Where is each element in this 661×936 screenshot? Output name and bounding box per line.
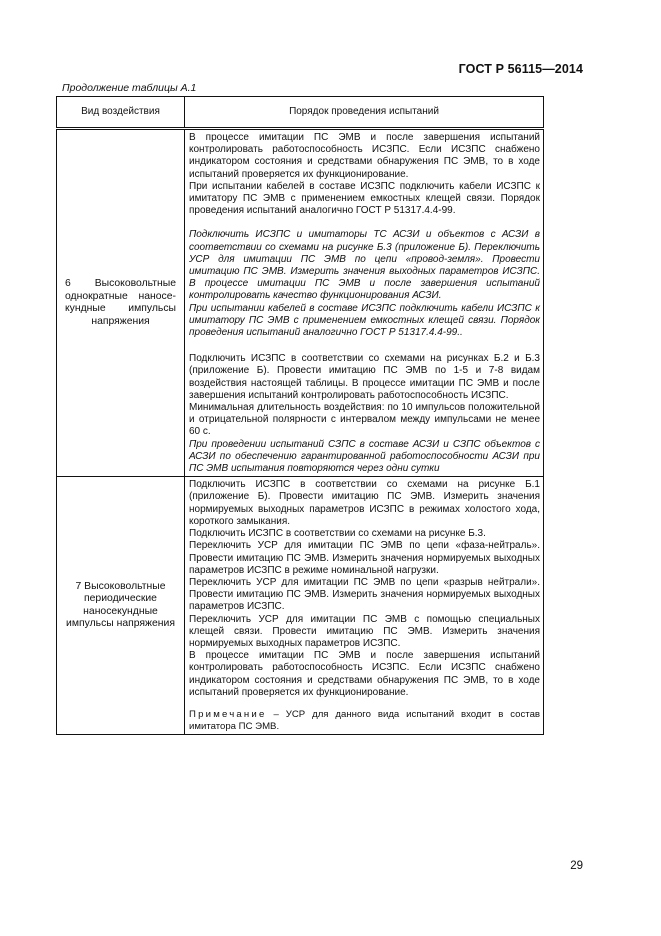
procedure-paragraph: При испытании кабелей в составе ИСЗПС подключить кабели ИСЗПС к имитатору ПС ЭМВ с применением емкостных клещей связи. Порядок проведения испытаний аналогично ГОСТ Р 51317.4.4-99.. [189,302,540,339]
procedure-paragraph: В процессе имитации ПС ЭМВ и после завершения испытаний контролировать работоспособность ИСЗПС. Если ИСЗПС снабжено индикатором состояния и средствами обнаружения ПС ЭМВ, то в ходе испытаний проверяется их функционирование. [189,132,540,180]
test-procedure-table [56,96,544,735]
table-caption: Продолжение таблицы А.1 [62,82,197,94]
note-label: Примечание [189,708,267,720]
table-row [57,477,544,735]
procedure-cell [185,477,544,735]
page-number: 29 [570,860,583,872]
table-row [57,129,544,477]
procedure-paragraph: Подключить ИСЗПС в соответствии со схемами на рисунке Б.1 (приложение Б). Провести имитацию ПС ЭМВ. Измерить значения нормируемых выходных параметров ИСЗПС в режимах холостого хода, короткого замыкания. [189,479,540,527]
standard-designation: ГОСТ Р 56115—2014 [458,62,583,76]
table-note [189,709,540,733]
impact-type-cell: 6 Высоковольтные однократные наносекундные импульсы напряжения [57,129,185,477]
procedure-paragraph: Переключить УСР для имитации ПС ЭМВ по цепи «фаза-нейтраль». Провести имитацию ПС ЭМВ. Измерить значения нормируемых выходных параметров ИСЗПС в режиме номинальной нагрузки. [189,540,540,576]
procedure-paragraph: Подключить ИСЗПС в соответствии со схемами на рисунках Б.2 и Б.3 (приложение Б). Провести имитацию ПС ЭМВ по 1-5 и 7-8 видам воздействия настоящей таблицы. В процессе имитации ПС ЭМВ и после завершения испытаний контролировать работоспособность ИСЗПС. [189,353,540,401]
procedure-paragraph: При испытании кабелей в составе ИСЗПС подключить кабели ИСЗПС к имитатору ПС ЭМВ с применением емкостных клещей связи. Порядок проведения испытаний аналогично ГОСТ Р 51317.4.4-99. [189,180,540,217]
procedure-paragraph: Подключить ИСЗПС и имитаторы ТС АСЗИ и объектов с АСЗИ в соответствии со схемами на рисунке Б.3 (приложение Б). Переключить УСР для имитации ПС ЭМВ по цепи «провод-земля». Провести имитацию ПС ЭМВ. Измерить значения выходных параметров ИСЗПС. В процессе имитации ПС ЭМВ и после завершения испытаний контролировать качество функционирования АСЗИ. [189,229,540,302]
table-header-row [57,97,544,129]
procedure-paragraph: Подключить ИСЗПС в соответствии со схемами на рисунке Б.3. [189,528,486,540]
procedure-paragraph: Минимальная длительность воздействия: по 10 импульсов положительной и отрицательной полярности с интервалом между импульсами не менее 60 с. [189,402,540,438]
procedure-paragraph: Переключить УСР для имитации ПС ЭМВ с помощью специальных клещей связи. Провести имитацию ПС ЭМВ. Измерить значения нормируемых выходных параметров ИСЗПС. [189,613,540,649]
column-header-impact-type: Вид воздействия [57,97,185,129]
procedure-paragraph: В процессе имитации ПС ЭМВ и после завершения испытаний контролировать работоспособность ИСЗПС. Если ИСЗПС снабжено индикатором состояния и средствами обнаружения ПС ЭМВ, то в ходе испытаний проверяется их функционирование. [189,650,540,698]
procedure-cell [185,129,544,477]
column-header-procedure: Порядок проведения испытаний [185,97,544,129]
impact-type-cell: 7 Высоковольтные периодические наносекундные импульсы напряжения [57,477,185,735]
procedure-paragraph: При проведении испытаний СЗПС в составе АСЗИ и СЗПС объектов с АСЗИ по обеспечению гарантированной работоспособности АСЗИ при ПС ЭМВ испытания повторяются через одни сутки [189,438,540,475]
note-text: – УСР для данного вида испытаний входит в состав имитатора ПС ЭМВ. [189,708,540,733]
procedure-paragraph: Переключить УСР для имитации ПС ЭМВ по цепи «разрыв нейтрали». Провести имитацию ПС ЭМВ. Измерить значения нормируемых выходных параметров ИСЗПС. [189,576,540,613]
